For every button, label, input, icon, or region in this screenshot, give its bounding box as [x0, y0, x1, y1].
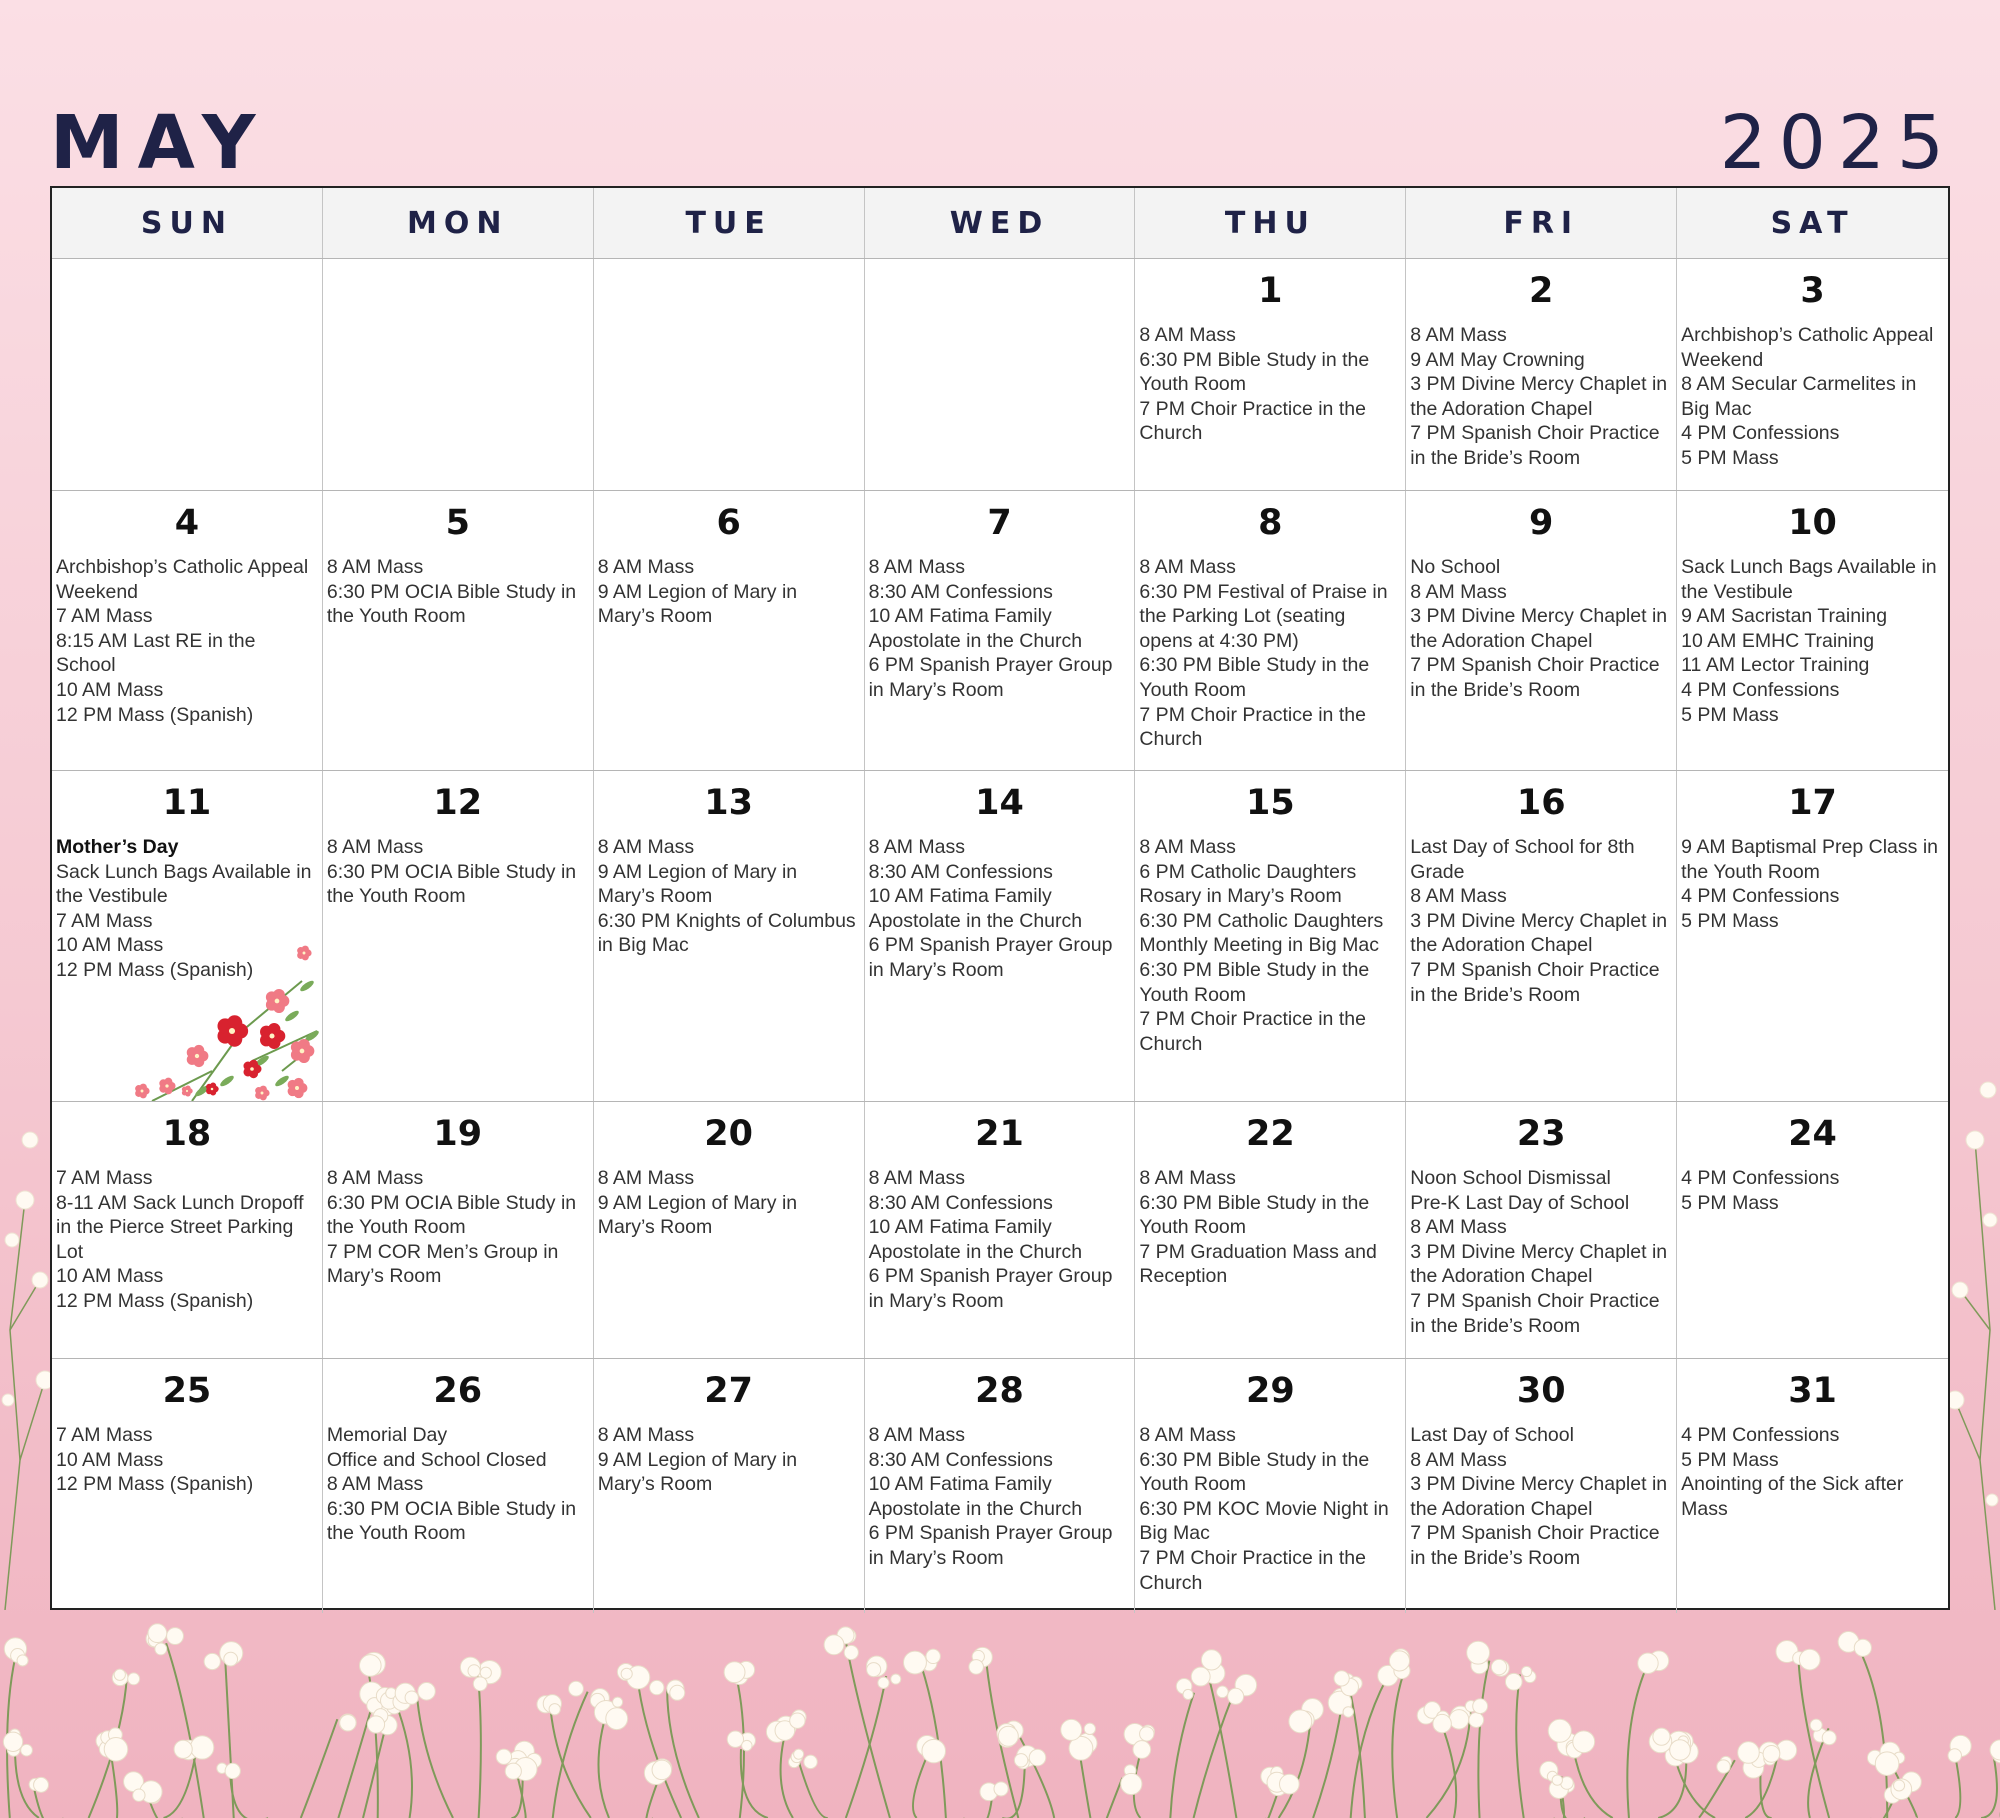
event-item: 8:30 AM Confessions — [868, 580, 1053, 603]
day-cell-8 — [1135, 491, 1406, 770]
event-item: 7 AM Mass — [56, 1424, 153, 1446]
day-number: 27 — [704, 1371, 753, 1411]
event-list — [1681, 1166, 1948, 1215]
event-item: 12 PM Mass (Spanish) — [56, 1473, 254, 1496]
event-item: 6:30 PM Catholic Daughters Monthly Meeting in Big Mac — [1139, 909, 1384, 957]
event-list — [869, 1166, 1135, 1314]
event-item: 4 PM Confessions — [1681, 1424, 1840, 1446]
event-item: Sack Lunch Bags Available in the Vestibule — [1681, 556, 1937, 603]
event-item: 6:30 PM Festival of Praise in the Parking Lot (seating opens at 4:30 PM) — [1139, 580, 1388, 652]
event-item: 8:30 AM Confessions — [868, 1191, 1053, 1214]
event-item: 8 AM Mass — [1410, 580, 1507, 603]
year-title: 2025 — [1719, 100, 1956, 186]
event-item: 7 PM Spanish Choir Practice in the Bride’s Room — [1410, 1289, 1660, 1337]
event-item: Noon School Dismissal — [1410, 1167, 1611, 1189]
event-item: 3 PM Divine Mercy Chaplet in the Adoration Chapel — [1410, 1473, 1668, 1520]
event-item: 5 PM Mass — [1681, 1191, 1779, 1214]
event-item: 8 AM Mass — [1410, 1448, 1507, 1471]
day-cell-13 — [594, 771, 865, 1101]
day-cell-20 — [594, 1102, 865, 1358]
day-number: 16 — [1516, 783, 1566, 823]
event-item: 8 AM Mass — [868, 836, 966, 858]
day-cell-15 — [1135, 771, 1406, 1101]
event-item: 7 PM Choir Practice in the Church — [1139, 1546, 1366, 1594]
day-number: 19 — [433, 1114, 483, 1154]
event-list — [1410, 1423, 1676, 1571]
event-item: 10 AM Mass — [56, 934, 164, 957]
day-number: 30 — [1516, 1371, 1566, 1411]
event-list — [327, 1423, 593, 1546]
event-item: 10 AM Mass — [56, 1265, 164, 1288]
event-list — [1681, 555, 1948, 727]
week-row — [52, 771, 1948, 1102]
event-item: 8 AM Secular Carmelites in Big Mac — [1681, 373, 1917, 420]
day-number: 25 — [162, 1371, 212, 1411]
event-item: 9 AM Legion of Mary in Mary’s Room — [597, 1448, 798, 1496]
day-number: 18 — [162, 1114, 212, 1154]
event-item: 8-11 AM Sack Lunch Dropoff in the Pierce Street Parking Lot — [56, 1191, 304, 1263]
event-list — [1139, 1423, 1405, 1595]
event-list — [869, 835, 1135, 983]
event-item: 8 AM Mass — [1139, 836, 1236, 858]
event-list — [327, 1166, 593, 1289]
event-item: 7 PM COR Men’s Group in Mary’s Room — [326, 1240, 559, 1288]
event-item: 8:15 AM Last RE in the School — [56, 629, 256, 677]
day-cell-9 — [1406, 491, 1677, 770]
event-item: 6:30 PM OCIA Bible Study in the Youth Room — [326, 860, 577, 908]
day-cell-29 — [1135, 1359, 1406, 1613]
day-number: 23 — [1516, 1114, 1566, 1154]
event-item: 10 AM Mass — [56, 1448, 164, 1471]
weekday-sun: SUN — [52, 188, 323, 258]
event-item: 3 PM Divine Mercy Chaplet in the Adoration Chapel — [1410, 373, 1668, 420]
event-item: 8:30 AM Confessions — [868, 860, 1053, 883]
day-number: 21 — [975, 1114, 1024, 1154]
event-item: 12 PM Mass (Spanish) — [56, 1289, 254, 1312]
event-item: 3 PM Divine Mercy Chaplet in the Adoration Chapel — [1410, 605, 1668, 652]
event-item: 8 AM Mass — [597, 1424, 695, 1446]
event-list — [1681, 1423, 1948, 1521]
week-row — [52, 491, 1948, 771]
babys-breath-left-decoration — [0, 1080, 50, 1610]
day-cell-25 — [52, 1359, 323, 1613]
event-item: 6:30 PM Knights of Columbus in Big Mac — [597, 909, 856, 957]
event-list — [1410, 323, 1676, 471]
day-cell-14 — [865, 771, 1136, 1101]
event-item: 5 PM Mass — [1681, 909, 1779, 932]
event-list — [56, 555, 322, 727]
day-number: 1 — [1258, 271, 1283, 311]
calendar-grid — [50, 186, 1950, 1610]
day-cell-11 — [52, 771, 323, 1101]
day-cell-30 — [1406, 1359, 1677, 1613]
event-item: 8 AM Mass — [868, 1424, 966, 1446]
event-list — [1410, 835, 1676, 1007]
day-number: 6 — [716, 503, 741, 543]
day-number: 13 — [704, 783, 753, 823]
month-title: MAY — [50, 100, 270, 186]
day-cell-27 — [594, 1359, 865, 1613]
weekday-tue: TUE — [594, 188, 865, 258]
event-item: 8 AM Mass — [1410, 1216, 1507, 1239]
day-number: 15 — [1245, 783, 1295, 823]
event-item: No School — [1410, 556, 1501, 578]
day-number: 20 — [704, 1114, 753, 1154]
empty-day-cell — [52, 259, 323, 490]
week-row — [52, 259, 1948, 491]
event-list — [869, 1423, 1135, 1571]
week-row — [52, 1102, 1948, 1359]
day-cell-12 — [323, 771, 594, 1101]
weekday-mon: MON — [323, 188, 594, 258]
event-item: 6:30 PM Bible Study in the Youth Room — [1139, 958, 1370, 1006]
event-list — [56, 1423, 322, 1497]
event-item: Last Day of School — [1410, 1424, 1574, 1446]
event-item: 6 PM Spanish Prayer Group in Mary’s Room — [868, 934, 1113, 981]
event-item: 8 AM Mass — [1410, 324, 1507, 346]
event-list — [869, 555, 1135, 703]
event-list — [56, 1166, 322, 1314]
day-number: 5 — [445, 503, 470, 543]
event-item: 4 PM Confessions — [1681, 885, 1840, 908]
day-number: 26 — [433, 1371, 483, 1411]
event-item: 8 AM Mass — [326, 556, 424, 578]
day-number: 2 — [1529, 271, 1554, 311]
event-item: Anointing of the Sick after Mass — [1681, 1473, 1904, 1520]
day-cell-1 — [1135, 259, 1406, 490]
day-cell-23 — [1406, 1102, 1677, 1358]
event-item: 7 PM Choir Practice in the Church — [1139, 397, 1366, 445]
event-item: 3 PM Divine Mercy Chaplet in the Adoration Chapel — [1410, 1240, 1668, 1288]
weeks-container — [52, 259, 1948, 1613]
event-item: 6:30 PM KOC Movie Night in Big Mac — [1139, 1497, 1389, 1545]
event-item: 7 PM Choir Practice in the Church — [1139, 1008, 1366, 1055]
event-item: 6:30 PM OCIA Bible Study in the Youth Room — [326, 1191, 577, 1239]
day-cell-10 — [1677, 491, 1948, 770]
event-item: 3 PM Divine Mercy Chaplet in the Adoration Chapel — [1410, 909, 1668, 957]
event-list — [1410, 1166, 1676, 1338]
day-number: 9 — [1529, 503, 1554, 543]
event-item: 4 PM Confessions — [1681, 1167, 1840, 1189]
day-number: 29 — [1245, 1371, 1295, 1411]
event-item: 9 AM May Crowning — [1410, 348, 1585, 371]
event-item: 12 PM Mass (Spanish) — [56, 703, 254, 726]
event-item: 7 AM Mass — [56, 605, 153, 628]
event-item: 9 AM Sacristan Training — [1681, 605, 1888, 628]
day-cell-16 — [1406, 771, 1677, 1101]
day-cell-17 — [1677, 771, 1948, 1101]
empty-day-cell — [594, 259, 865, 490]
day-number: 3 — [1800, 271, 1825, 311]
event-item: 5 PM Mass — [1681, 703, 1779, 726]
event-item: Mother’s Day — [56, 836, 179, 858]
event-item: Last Day of School for 8th Grade — [1410, 836, 1635, 883]
event-item: 10 AM Fatima Family Apostolate in the Church — [868, 1473, 1083, 1520]
day-number: 14 — [975, 783, 1024, 823]
event-item: 11 AM Lector Training — [1681, 654, 1870, 677]
event-item: 8 AM Mass — [1410, 885, 1507, 908]
event-item: 7 PM Spanish Choir Practice in the Bride’s Room — [1410, 1522, 1660, 1569]
event-item: 7 PM Choir Practice in the Church — [1139, 703, 1366, 751]
day-cell-19 — [323, 1102, 594, 1358]
event-item: 5 PM Mass — [1681, 446, 1779, 469]
event-list — [1681, 835, 1948, 933]
event-item: Archbishop’s Catholic Appeal Weekend — [56, 556, 309, 603]
event-item: Memorial Day — [326, 1424, 448, 1446]
day-number: 17 — [1788, 783, 1837, 823]
day-cell-4 — [52, 491, 323, 770]
day-cell-21 — [865, 1102, 1136, 1358]
event-item: 6:30 PM OCIA Bible Study in the Youth Room — [326, 1497, 577, 1545]
event-list — [1139, 1166, 1405, 1289]
event-item: 6 PM Spanish Prayer Group in Mary’s Room — [868, 1265, 1113, 1312]
event-list — [1410, 555, 1676, 703]
event-item: 9 AM Legion of Mary in Mary’s Room — [597, 580, 798, 628]
event-item: 8 AM Mass — [1139, 1424, 1236, 1446]
event-item: 8 AM Mass — [597, 556, 695, 578]
event-list — [598, 835, 864, 958]
event-item: 6:30 PM OCIA Bible Study in the Youth Room — [326, 580, 577, 628]
day-cell-31 — [1677, 1359, 1948, 1613]
event-item: 6:30 PM Bible Study in the Youth Room — [1139, 1191, 1370, 1239]
event-list — [598, 1166, 864, 1240]
weekday-thu: THU — [1135, 188, 1406, 258]
event-item: 10 AM Fatima Family Apostolate in the Church — [868, 1216, 1083, 1263]
empty-day-cell — [865, 259, 1136, 490]
event-item: 6 PM Catholic Daughters Rosary in Mary’s Room — [1139, 860, 1357, 908]
day-cell-6 — [594, 491, 865, 770]
week-row — [52, 1359, 1948, 1613]
babys-breath-bottom-decoration — [0, 1610, 2000, 1818]
event-item: 9 AM Legion of Mary in Mary’s Room — [597, 860, 798, 908]
event-item: 7 PM Graduation Mass and Reception — [1139, 1240, 1377, 1288]
day-number: 4 — [174, 503, 200, 543]
day-cell-26 — [323, 1359, 594, 1613]
day-cell-3 — [1677, 259, 1948, 490]
event-item: 6 PM Spanish Prayer Group in Mary’s Room — [868, 654, 1113, 701]
event-item: 5 PM Mass — [1681, 1448, 1779, 1471]
day-number: 28 — [975, 1371, 1024, 1411]
event-item: 8 AM Mass — [1139, 324, 1236, 346]
event-list — [1139, 835, 1405, 1056]
day-number: 12 — [433, 783, 483, 823]
event-item: Sack Lunch Bags Available in the Vestibule — [56, 860, 312, 908]
event-item: Office and School Closed — [326, 1448, 547, 1471]
babys-breath-right-decoration — [1950, 1080, 2000, 1610]
event-item: 8 AM Mass — [1139, 556, 1236, 578]
weekday-header-row — [52, 188, 1948, 259]
event-item: 4 PM Confessions — [1681, 678, 1840, 701]
event-item: 8 AM Mass — [868, 556, 966, 578]
event-item: 6 PM Spanish Prayer Group in Mary’s Room — [868, 1522, 1113, 1569]
day-number: 10 — [1788, 503, 1837, 543]
event-item: 8 AM Mass — [326, 836, 424, 858]
event-item: 7 PM Spanish Choir Practice in the Bride’s Room — [1410, 422, 1660, 469]
event-item: 10 AM Mass — [56, 678, 164, 701]
event-item: 6:30 PM Bible Study in the Youth Room — [1139, 1448, 1370, 1496]
event-list — [1681, 323, 1948, 471]
event-list — [327, 555, 593, 629]
day-number: 22 — [1245, 1114, 1295, 1154]
event-item: 7 PM Spanish Choir Practice in the Bride’s Room — [1410, 958, 1660, 1006]
weekday-fri: FRI — [1406, 188, 1677, 258]
event-item: 4 PM Confessions — [1681, 422, 1840, 445]
empty-day-cell — [323, 259, 594, 490]
event-item: 7 AM Mass — [56, 909, 153, 932]
event-list — [1139, 323, 1405, 446]
event-item: 10 AM Fatima Family Apostolate in the Church — [868, 885, 1083, 932]
event-item: 8 AM Mass — [597, 836, 695, 858]
red-flowers-illustration — [132, 941, 322, 1101]
event-item: 8 AM Mass — [326, 1473, 424, 1496]
event-item: 6:30 PM Bible Study in the Youth Room — [1139, 654, 1370, 701]
event-item: 12 PM Mass (Spanish) — [56, 958, 254, 981]
event-item: 7 PM Spanish Choir Practice in the Bride’s Room — [1410, 654, 1660, 701]
event-item: Pre-K Last Day of School — [1410, 1191, 1630, 1214]
event-item: Archbishop’s Catholic Appeal Weekend — [1681, 324, 1934, 371]
day-cell-28 — [865, 1359, 1136, 1613]
event-list — [1139, 555, 1405, 752]
day-number: 24 — [1788, 1114, 1837, 1154]
event-item: 8:30 AM Confessions — [868, 1448, 1053, 1471]
day-cell-18 — [52, 1102, 323, 1358]
event-item: 6:30 PM Bible Study in the Youth Room — [1139, 348, 1370, 396]
day-number: 11 — [162, 783, 212, 823]
event-item: 10 AM Fatima Family Apostolate in the Church — [868, 605, 1083, 652]
event-item: 8 AM Mass — [597, 1167, 695, 1189]
event-item: 7 AM Mass — [56, 1167, 153, 1189]
event-item: 8 AM Mass — [868, 1167, 966, 1189]
event-item: 10 AM EMHC Training — [1681, 629, 1875, 652]
event-list — [327, 835, 593, 909]
day-cell-5 — [323, 491, 594, 770]
weekday-sat: SAT — [1770, 205, 1855, 241]
day-cell-7 — [865, 491, 1136, 770]
day-number: 8 — [1258, 503, 1283, 543]
day-number: 31 — [1788, 1371, 1837, 1411]
day-cell-24 — [1677, 1102, 1948, 1358]
day-cell-2 — [1406, 259, 1677, 490]
day-cell-22 — [1135, 1102, 1406, 1358]
event-item: 8 AM Mass — [326, 1167, 424, 1189]
event-list — [598, 1423, 864, 1497]
event-list — [598, 555, 864, 629]
day-number: 7 — [987, 503, 1012, 543]
event-item: 9 AM Legion of Mary in Mary’s Room — [597, 1191, 798, 1239]
weekday-wed: WED — [865, 188, 1136, 258]
event-item: 9 AM Baptismal Prep Class in the Youth Room — [1681, 836, 1938, 883]
event-item: 8 AM Mass — [1139, 1167, 1236, 1189]
